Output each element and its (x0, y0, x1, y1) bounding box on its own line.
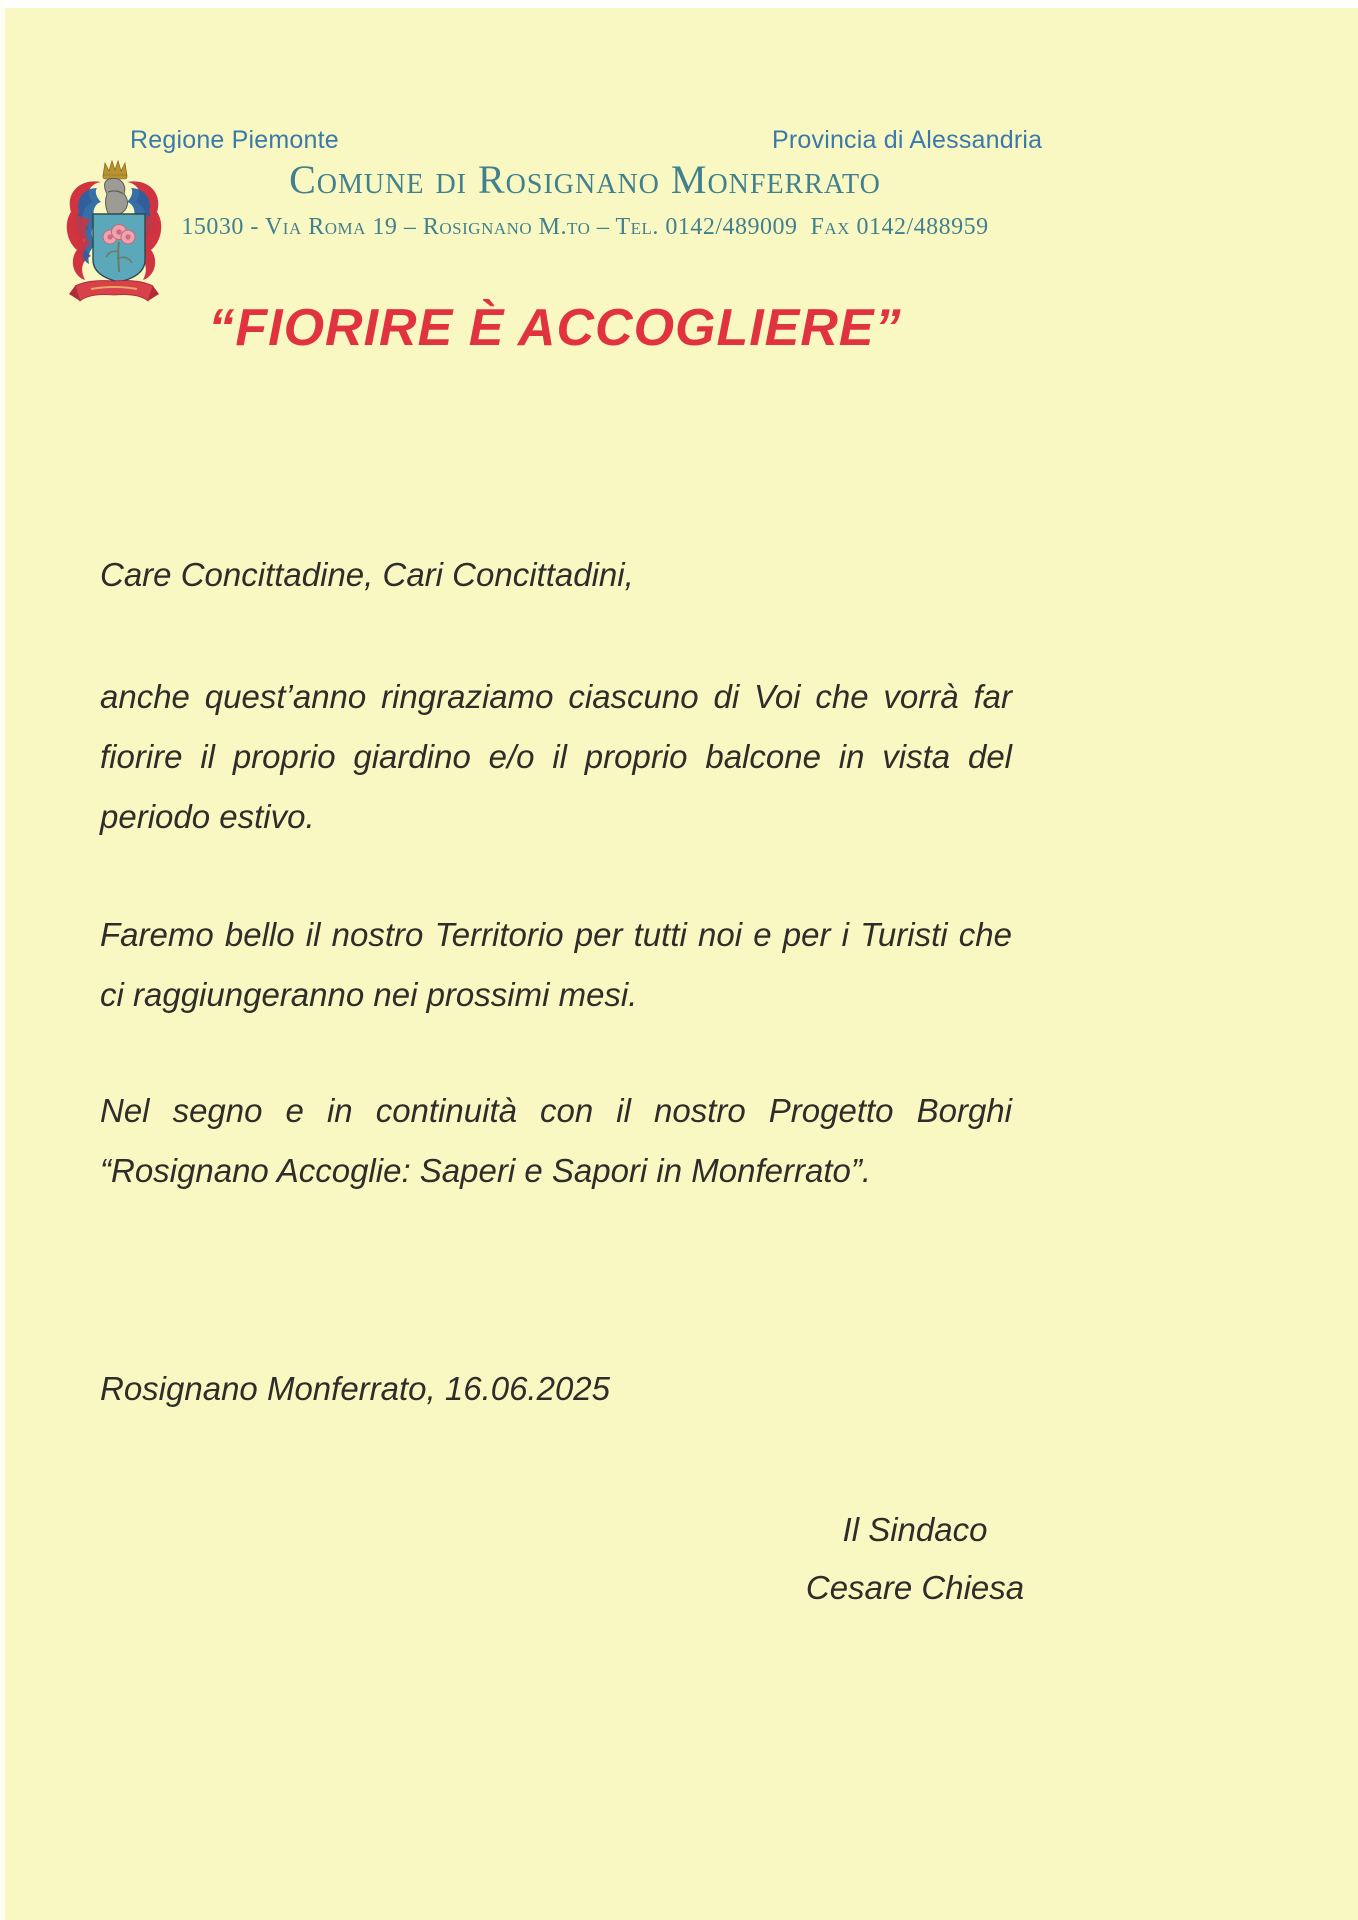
dateline: Rosignano Monferrato, 16.06.2025 (100, 1370, 611, 1407)
crown-icon (103, 161, 127, 179)
municipality-address: 15030 - Via Roma 19 – Rosignano M.to – Tel. 0142/489009 Fax 0142/488959 (181, 214, 989, 240)
municipality-title: Comune di Rosignano Monferrato (289, 157, 881, 202)
scan-edge-top (0, 0, 1358, 8)
municipal-coat-of-arms-icon (58, 158, 170, 308)
letter-headline: “FIORIRE È ACCOGLIERE” (208, 299, 902, 357)
shield-icon (93, 214, 145, 282)
letter-body (100, 545, 1025, 1617)
province-label: Provincia di Alessandria (772, 126, 1043, 154)
signature-role: Il Sindaco (842, 1511, 988, 1548)
salutation: Care Concittadine, Cari Concittadini, (100, 556, 634, 593)
signature-block (732, 1501, 1098, 1617)
paragraph-2: Faremo bello il nostro Territorio per tutti noi e per i Turisti che ci raggiungeranno nei prossimi mesi. (100, 916, 1012, 1013)
region-label: Regione Piemonte (130, 126, 339, 154)
helmet-icon (105, 178, 128, 219)
scan-edge-left (0, 0, 5, 1920)
paragraph-1: anche quest’anno ringraziamo ciascuno di Voi che vorrà far fiorire il proprio giardino e/o il proprio balcone in vista del periodo estivo. (100, 678, 1012, 835)
paragraph-3: Nel segno e in continuità con il nostro Progetto Borghi “Rosignano Accoglie: Saperi e Sapori in Monferrato”. (100, 1092, 1012, 1189)
signature-name: Cesare Chiesa (805, 1569, 1025, 1606)
